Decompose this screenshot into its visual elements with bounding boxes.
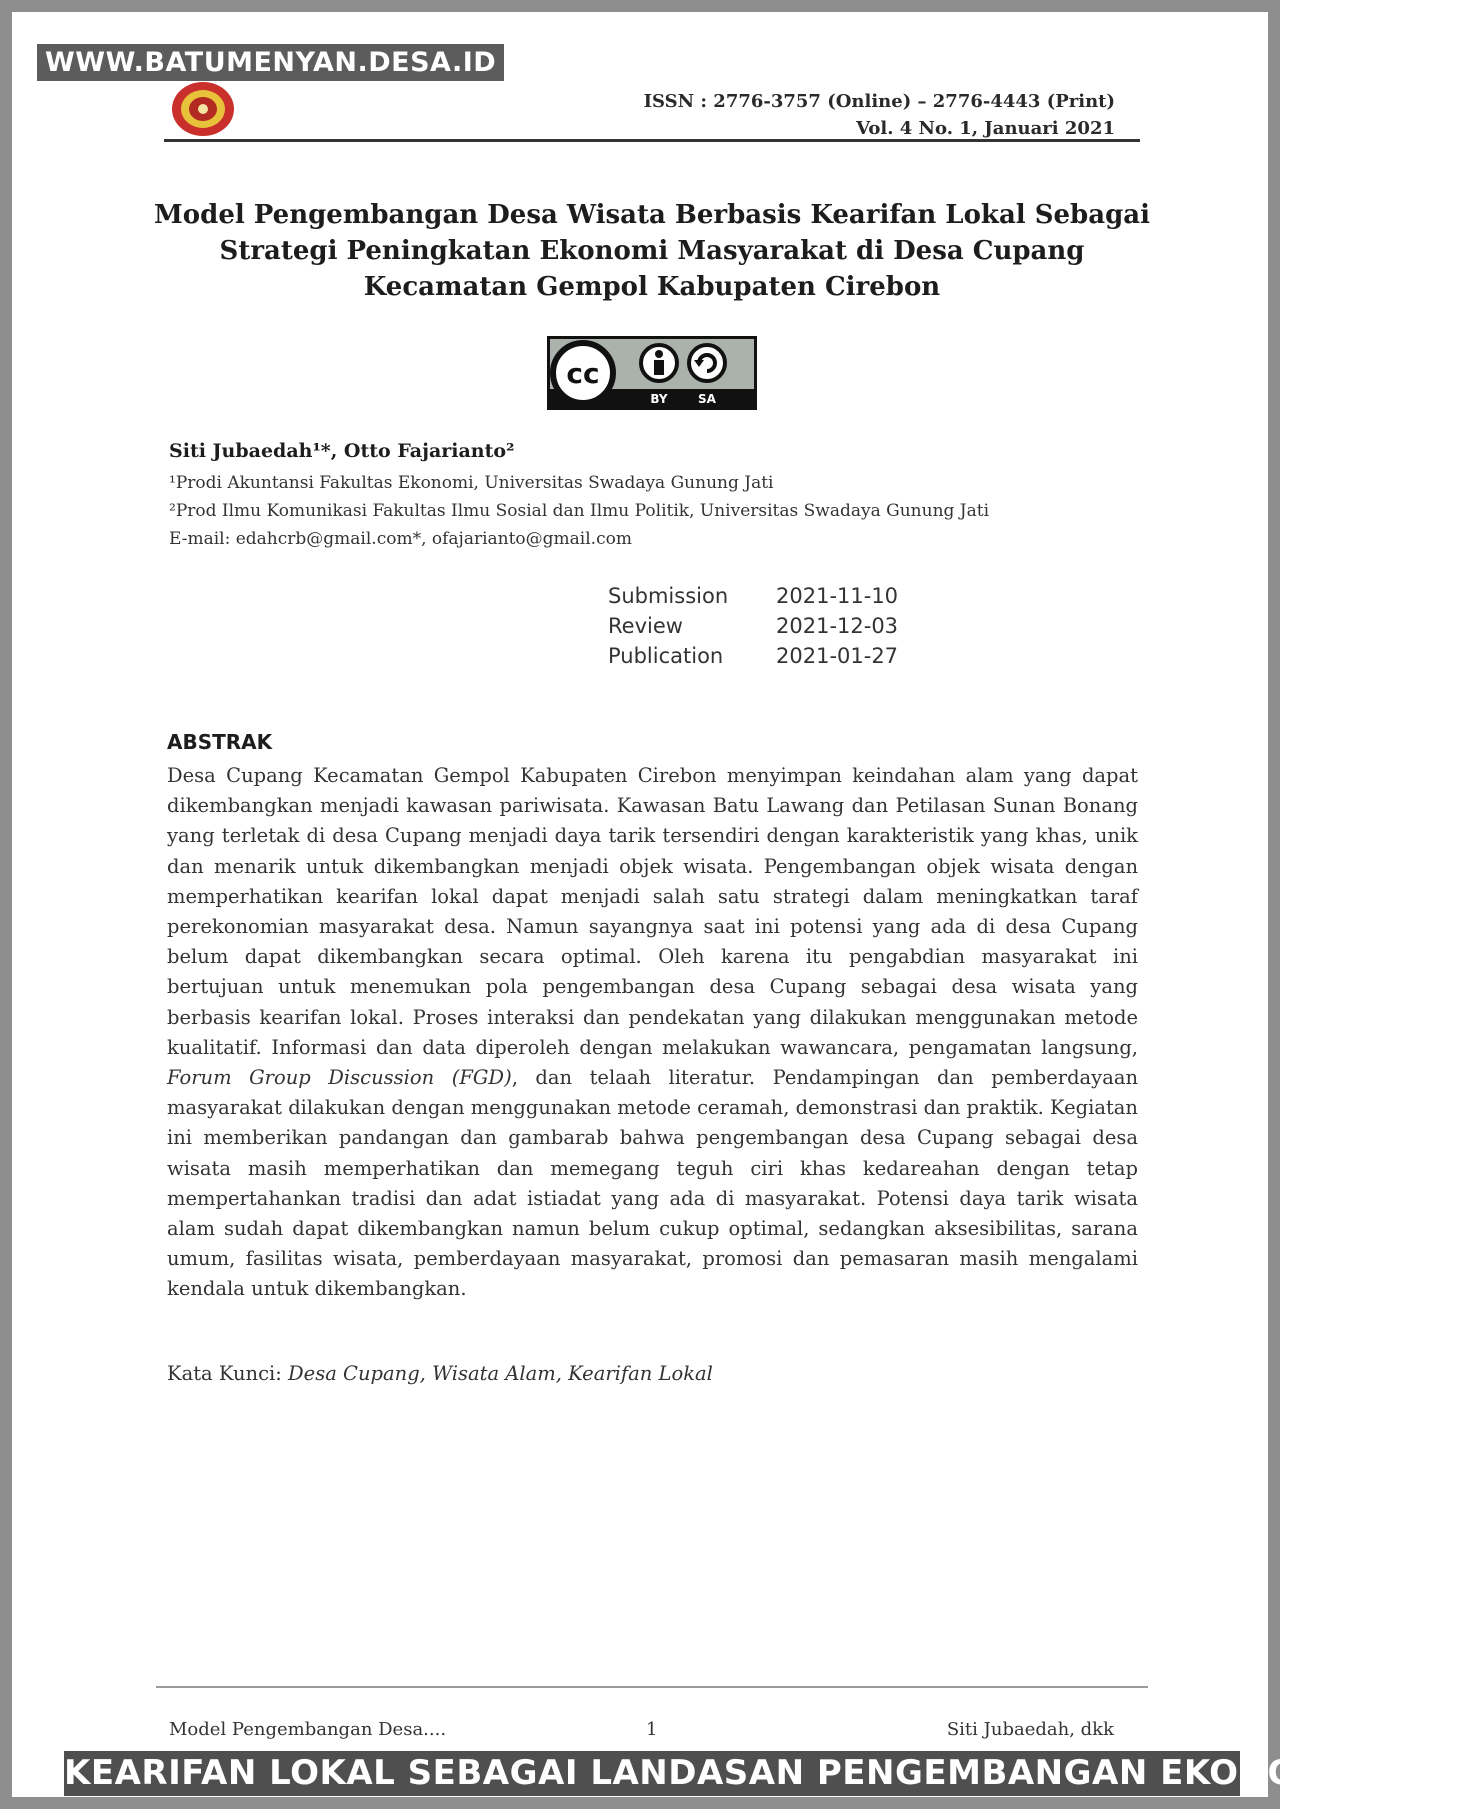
site-watermark-banner: WWW.BATUMENYAN.DESA.ID	[37, 44, 504, 81]
date-row-review	[608, 611, 898, 641]
license-by-label: BY	[650, 392, 668, 406]
paper-title: Model Pengembangan Desa Wisata Berbasis Kearifan Lokal Sebagai Strategi Peningkatan Ekonomi Masyarakat di Desa Cupang Kecamatan Gempol Kabupaten Cirebon	[154, 200, 1150, 302]
date-label: Publication	[608, 644, 724, 668]
footer-running-title: Model Pengembangan Desa....	[169, 1719, 447, 1740]
university-logo-icon	[170, 80, 236, 138]
keywords	[167, 1362, 713, 1385]
footer-divider	[156, 1686, 1148, 1688]
journal-info	[644, 88, 1115, 142]
date-value: 2021-12-03	[776, 614, 899, 638]
date-label: Review	[608, 614, 683, 638]
svg-text:cc: cc	[566, 357, 600, 390]
author-list: Siti Jubaedah¹*, Otto Fajarianto²	[169, 440, 515, 462]
bottom-caption-banner: KEARIFAN LOKAL SEBAGAI LANDASAN PENGEMBANGAN EKONOMI DESA	[64, 1751, 1240, 1796]
abstract-italic-term: Forum Group Discussion (FGD)	[167, 1066, 512, 1090]
keywords-label: Kata Kunci:	[167, 1362, 289, 1385]
date-value: 2021-01-27	[776, 644, 899, 668]
abstract-part-1: Desa Cupang Kecamatan Gempol Kabupaten Cirebon menyimpan keindahan alam yang dapat dikembangkan menjadi kawasan pariwisata. Kawasan Batu Lawang dan Petilasan Sunan Bonang yang terletak di desa Cupang menjadi daya tarik tersendiri dengan karakteristik yang khas, unik dan menarik untuk dikembangkan menjadi objek wisata. Pengembangan objek wisata dengan memperhatikan kearifan lokal dapat menjadi salah satu strategi dalam meningkatkan taraf perekonomian masyarakat desa. Namun sayangnya saat ini potensi yang ada di desa Cupang belum dapat dikembangkan secara optimal. Oleh karena itu pengabdian masyarakat ini bertujuan untuk menemukan pola pengembangan desa Cupang sebagai desa wisata yang berbasis kearifan lokal. Proses interaksi dan pendekatan yang dilakukan menggunakan metode kualitatif. Informasi dan data diperoleh dengan melakukan wawancara, pengamatan langsung,	[167, 764, 1138, 1059]
issn-line: ISSN : 2776-3757 (Online) – 2776-4443 (Print)	[643, 91, 1115, 112]
date-value: 2021-11-10	[776, 584, 899, 608]
date-row-submission	[608, 581, 898, 611]
abstract-text	[167, 761, 1138, 1305]
footer-authors: Siti Jubaedah, dkk	[946, 1719, 1114, 1740]
license-sa-label: SA	[698, 392, 716, 406]
date-label: Submission	[608, 584, 729, 608]
submission-dates	[608, 581, 898, 671]
author-emails: E-mail: edahcrb@gmail.com*, ofajarianto@gmail.com	[169, 529, 632, 549]
creative-commons-by-sa-icon	[547, 336, 757, 410]
affiliation-2: ²Prod Ilmu Komunikasi Fakultas Ilmu Sosial dan Ilmu Politik, Universitas Swadaya Gunung Jati	[169, 501, 990, 521]
keywords-value: Desa Cupang, Wisata Alam, Kearifan Lokal	[288, 1362, 713, 1385]
volume-line: Vol. 4 No. 1, Januari 2021	[856, 118, 1115, 139]
affiliation-1: ¹Prodi Akuntansi Fakultas Ekonomi, Universitas Swadaya Gunung Jati	[169, 473, 774, 493]
abstract-heading: ABSTRAK	[167, 730, 273, 754]
abstract-part-2: , dan telaah literatur. Pendampingan dan pemberdayaan masyarakat dilakukan dengan menggunakan metode ceramah, demonstrasi dan praktik. Kegiatan ini memberikan pandangan dan gambarab bahwa pengembangan desa Cupang sebagai desa wisata masih memperhatikan dan memegang teguh ciri khas kedareahan dengan tetap mempertahankan tradisi dan adat istiadat yang ada di masyarakat. Potensi daya tarik wisata alam sudah dapat dikembangkan namun belum cukup optimal, sedangkan aksesibilitas, sarana umum, fasilitas wisata, pemberdayaan masyarakat, promosi dan pemasaran masih mengalami kendala untuk dikembangkan.	[167, 1066, 1139, 1301]
header-divider	[164, 139, 1140, 142]
date-row-publication	[608, 641, 898, 671]
page-number: 1	[646, 1719, 658, 1740]
